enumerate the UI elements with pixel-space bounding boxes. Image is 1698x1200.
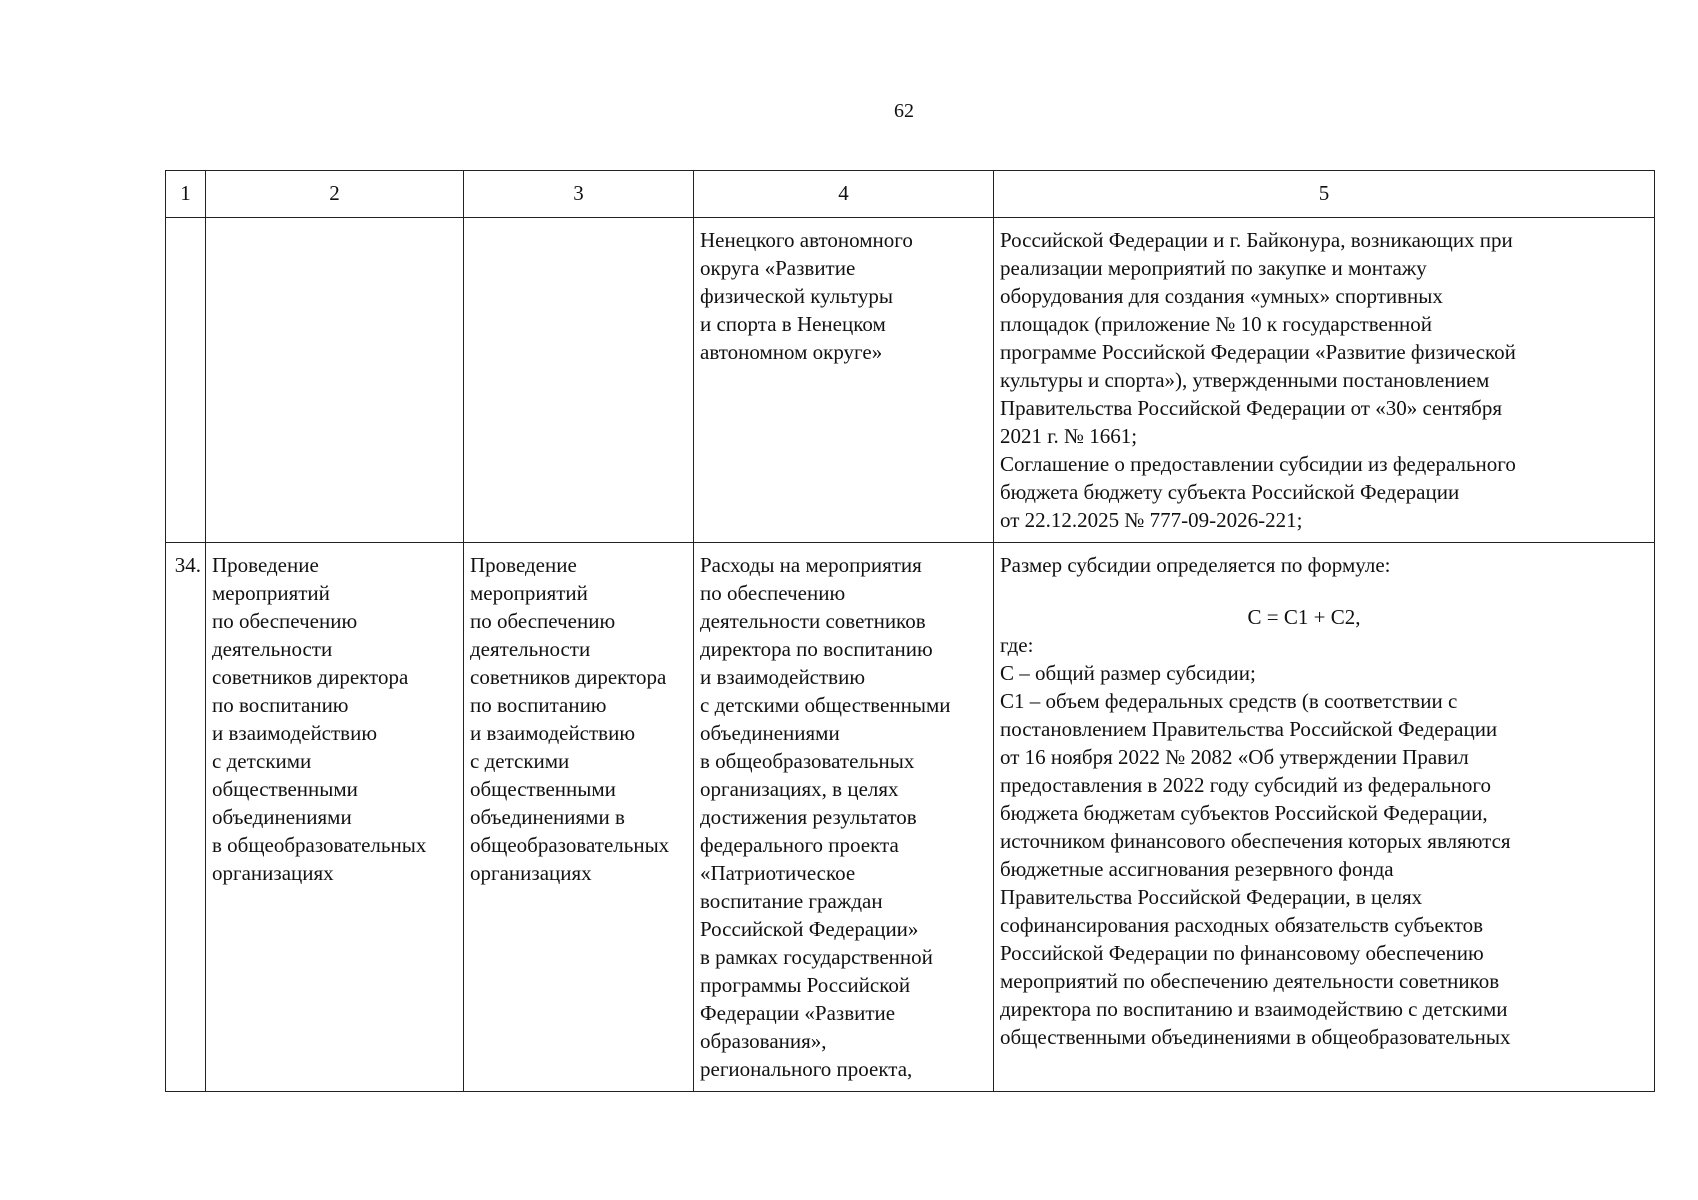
document-table xyxy=(165,170,1655,1092)
formula-explanation: где: С – общий размер субсидии; С1 – объем федеральных средств (в соответствии с постановлением Правительства Российской Федерации от 16 ноября 2022 № 2082 «Об утверждении Правил предоставления в 2022 году субсидий из федерального бюджета бюджетам субъектов Российской Федерации, источником финансового обеспечения которых являются бюджетные ассигнования резервного фонда Правительства Российской Федерации, в целях софинансирования расходных обязательств субъектов Российской Федерации по финансовому обеспечению мероприятий по обеспечению деятельности советников директора по воспитанию и взаимодействию с детскими общественными объединениями в общеобразовательных xyxy=(1000,633,1511,1049)
cell-row-cont-col-4: Ненецкого автономного округа «Развитие физической культуры и спорта в Ненецком автономном округе» xyxy=(694,218,994,543)
cell-row-cont-col-3 xyxy=(464,218,694,543)
header-col-5: 5 xyxy=(994,171,1655,218)
cell-row-cont-col-1 xyxy=(166,218,206,543)
table-row xyxy=(166,218,1655,543)
cell-row-34-number: 34. xyxy=(166,543,206,1092)
cell-row-34-col-4: Расходы на мероприятия по обеспечению деятельности советников директора по воспитанию и взаимодействию с детскими общественными объединениями в общеобразовательных организациях, в целях достижения результатов федерального проекта «Патриотическое воспитание граждан Российской Федерации» в рамках государственной программы Российской Федерации «Развитие образования», регионального проекта, xyxy=(694,543,994,1092)
cell-row-34-col-5 xyxy=(994,543,1655,1092)
header-col-1: 1 xyxy=(166,171,206,218)
table-row xyxy=(166,543,1655,1092)
table-header-row xyxy=(166,171,1655,218)
formula-intro: Размер субсидии определяется по формуле: xyxy=(1000,553,1391,577)
page-number: 62 xyxy=(894,100,914,122)
cell-row-cont-col-2 xyxy=(206,218,464,543)
header-col-3: 3 xyxy=(464,171,694,218)
cell-row-34-col-2: Проведение мероприятий по обеспечению деятельности советников директора по воспитанию и взаимодействию с детскими общественными объединениями в общеобразовательных организациях xyxy=(206,543,464,1092)
header-col-2: 2 xyxy=(206,171,464,218)
header-col-4: 4 xyxy=(694,171,994,218)
cell-row-34-col-3: Проведение мероприятий по обеспечению деятельности советников директора по воспитанию и взаимодействию с детскими общественными объединениями в общеобразовательных организациях xyxy=(464,543,694,1092)
cell-row-cont-col-5: Российской Федерации и г. Байконура, возникающих при реализации мероприятий по закупке и монтажу оборудования для создания «умных» спортивных площадок (приложение № 10 к государственной программе Российской Федерации «Развитие физической культуры и спорта»), утвержденными постановлением Правительства Российской Федерации от «30» сентября 2021 г. № 1661; Соглашение о предоставлении субсидии из федерального бюджета бюджету субъекта Российской Федерации от 22.12.2025 № 777-09-2026-221; xyxy=(994,218,1655,543)
formula: С = С1 + С2, xyxy=(1247,605,1361,629)
